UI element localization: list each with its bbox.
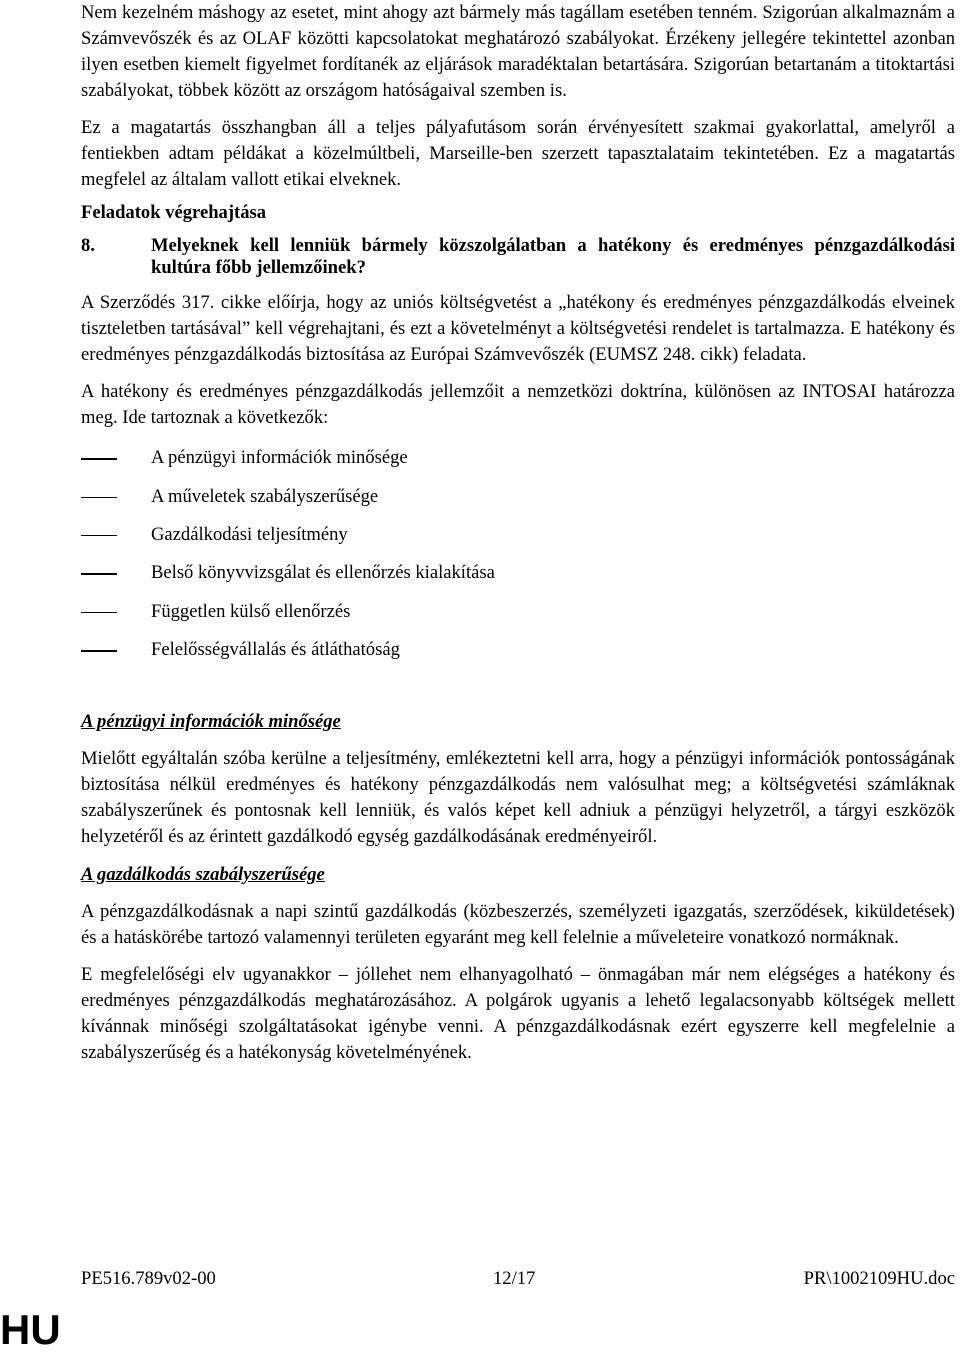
paragraph: A pénzgazdálkodásnak a napi szintű gazdálkodás (közbeszerzés, személyzeti igazgatás, szerződések, kiküldetések) és a hatáskörébe tartozó valamennyi területen egyaránt meg kell felelnie a műveleteire vonatkozó normáknak. xyxy=(81,901,955,949)
page-footer xyxy=(81,1268,955,1290)
paragraph: A hatékony és eredményes pénzgazdálkodás jellemzőit a nemzetközi doktrína, különösen az INTOSAI határozza meg. Ide tartoznak a következők: xyxy=(81,381,955,428)
list-item-text: Felelősségvállalás és átláthatóság xyxy=(151,639,400,661)
paragraph: Ez a magatartás összhangban áll a teljes pályafutásom során érvényesített szakmai gyakorlattal, amelyről a fentiekben adtam példákat a közelmúltbeli, Marseille-ben szerzett tapasztalataim tekintetében. Ez a magatartás megfelel az általam vallott etikai elveknek. xyxy=(81,117,955,190)
question xyxy=(81,235,955,279)
list-item xyxy=(81,439,955,477)
list-item-text: Gazdálkodási teljesítmény xyxy=(151,523,348,545)
document-page xyxy=(81,0,955,1066)
paragraph: A Szerződés 317. cikke előírja, hogy az uniós költségvetést a „hatékony és eredményes pénzgazdálkodás elveinek tiszteletben tartásával” kell végrehajtani, és ezt a követelményt a költségvetési rendelet is tartalmazza. E hatékony és eredményes pénzgazdálkodás biztosítása az Európai Számvevőszék (EUMSZ 248. cikk) feladata. xyxy=(81,292,955,365)
list-item xyxy=(81,554,955,592)
subsection-heading: A gazdálkodás szabályszerűsége xyxy=(81,864,325,886)
list-item-text: Független külső ellenőrzés xyxy=(151,600,351,622)
list-item-text: Belső könyvvizsgálat és ellenőrzés kialakítása xyxy=(151,562,495,584)
paragraph: Nem kezelném máshogy az esetet, mint ahogy azt bármely más tagállam esetében tenném. Szigorúan alkalmaznám a Számvevőszék és az OLAF közötti kapcsolatokat meghatározó szabályokat. Érzékeny jellegére tekintettel azonban ilyen esetben kiemelt figyelmet fordítanék az eljárások maradéktalan betartására. Szigorúan betartanám a titoktartási szabályokat, többek között az országom hatóságaival szemben is. xyxy=(81,2,955,101)
question-text: Melyeknek kell lenniük bármely közszolgálatban a hatékony és eredményes pénzgazdálkodási kultúra főbb jellemzőinek? xyxy=(151,235,955,278)
page-number: 12/17 xyxy=(493,1268,536,1289)
list-item xyxy=(81,631,955,669)
question-number: 8. xyxy=(81,235,95,256)
subsection-heading: A pénzügyi információk minősége xyxy=(81,711,341,733)
document-reference: PE516.789v02-00 xyxy=(81,1268,216,1289)
list-item-text: A műveletek szabályszerűsége xyxy=(151,485,379,507)
dash-list xyxy=(81,439,955,669)
list-item xyxy=(81,516,955,554)
list-item xyxy=(81,593,955,631)
paragraph: Mielőtt egyáltalán szóba kerülne a teljesítmény, emlékeztetni kell arra, hogy a pénzügyi információk pontosságának biztosítása nélkül eredményes és hatékony pénzgazdálkodás nem valósulhat meg; a költségvetési számláknak szabályszerűnek és pontosnak kell lenniük, és valós képet kell adniuk a pénzügyi helyzetről, a tárgyi eszközök helyzetéről és az érintett gazdálkodó egység gazdálkodásának eredményeiről. xyxy=(81,748,955,848)
section-heading: Feladatok végrehajtása xyxy=(81,202,267,223)
paragraph: E megfelelőségi elv ugyanakkor – jóllehet nem elhanyagolható – önmagában már nem elégséges a hatékony és eredményes pénzgazdálkodás meghatározásához. A polgárok ugyanis a lehető legalacsonyabb költségek mellett kívánnak minőségi szolgáltatásokat igénybe venni. A pénzgazdálkodásnak ezért egyszerre kell megfelelnie a szabályszerűség és a hatékonyság követelményének. xyxy=(81,964,955,1064)
file-name: PR\1002109HU.doc xyxy=(803,1268,955,1289)
list-item xyxy=(81,477,955,515)
list-item-text: A pénzügyi információk minősége xyxy=(151,447,408,469)
language-code: HU xyxy=(0,1306,61,1353)
